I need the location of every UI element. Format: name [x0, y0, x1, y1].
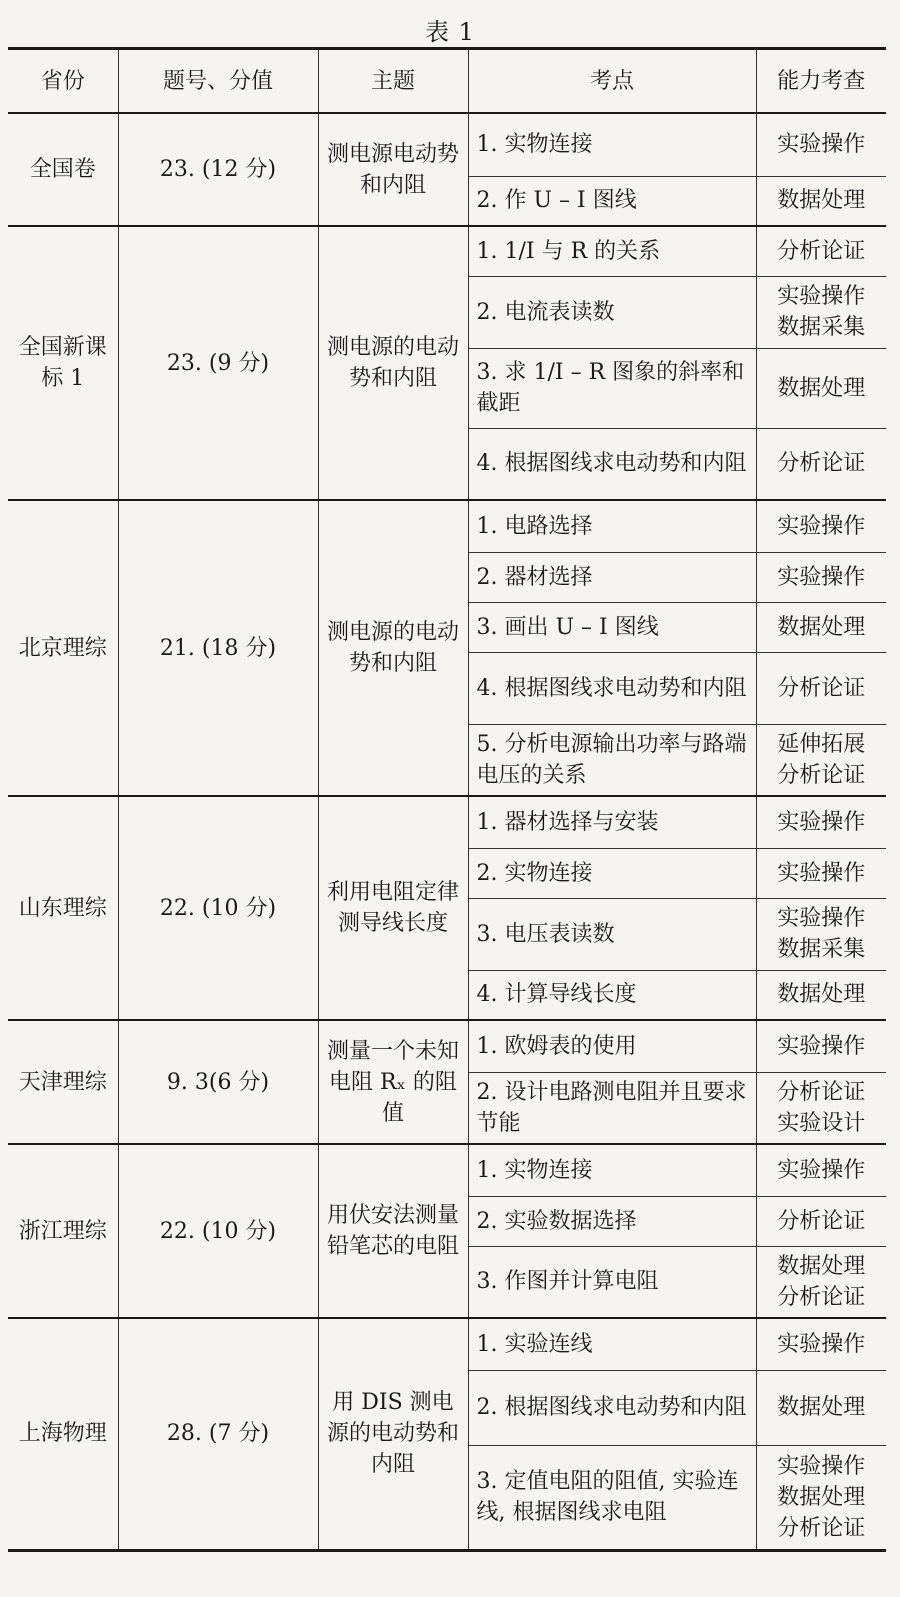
ability-cell: 延伸拓展 分析论证 [756, 724, 886, 796]
point-cell: 1. 器材选择与安装 [468, 796, 756, 848]
topic-cell: 测电源电动势和内阻 [318, 113, 468, 226]
point-cell: 1. 1/I 与 R 的关系 [468, 226, 756, 276]
point-cell: 3. 电压表读数 [468, 898, 756, 970]
topic-cell: 用 DIS 测电源的电动势和内阻 [318, 1318, 468, 1550]
ability-cell: 实验操作 [756, 500, 886, 552]
table-caption: 表 1 [425, 18, 475, 46]
point-cell: 3. 定值电阻的阻值, 实验连线, 根据图线求电阻 [468, 1445, 756, 1550]
ability-cell: 数据处理 分析论证 [756, 1246, 886, 1318]
point-cell: 5. 分析电源输出功率与路端电压的关系 [468, 724, 756, 796]
point-cell: 1. 欧姆表的使用 [468, 1020, 756, 1072]
topic-cell: 利用电阻定律测导线长度 [318, 796, 468, 1020]
question-cell: 22. (10 分) [118, 1144, 318, 1318]
point-cell: 2. 器材选择 [468, 552, 756, 602]
province-cell: 浙江理综 [8, 1144, 118, 1318]
header-topic: 主题 [318, 49, 468, 114]
question-cell: 22. (10 分) [118, 796, 318, 1020]
point-cell: 2. 实验数据选择 [468, 1196, 756, 1246]
point-cell: 4. 根据图线求电动势和内阻 [468, 652, 756, 724]
province-cell: 山东理综 [8, 796, 118, 1020]
ability-cell: 实验操作 [756, 113, 886, 176]
question-cell: 28. (7 分) [118, 1318, 318, 1550]
topic-cell: 测电源的电动势和内阻 [318, 500, 468, 796]
point-cell: 1. 电路选择 [468, 500, 756, 552]
ability-cell: 分析论证 [756, 1196, 886, 1246]
topic-cell: 测量一个未知电阻 Rₓ 的阻值 [318, 1020, 468, 1144]
point-cell: 1. 实物连接 [468, 1144, 756, 1196]
province-cell: 全国卷 [8, 113, 118, 226]
header-ability: 能力考查 [756, 49, 886, 114]
question-cell: 23. (12 分) [118, 113, 318, 226]
question-cell: 9. 3(6 分) [118, 1020, 318, 1144]
ability-cell: 实验操作 数据处理 分析论证 [756, 1445, 886, 1550]
point-cell: 1. 实验连线 [468, 1318, 756, 1370]
point-cell: 1. 实物连接 [468, 113, 756, 176]
topic-cell: 用伏安法测量铅笔芯的电阻 [318, 1144, 468, 1318]
point-cell: 3. 画出 U – I 图线 [468, 602, 756, 652]
point-cell: 3. 作图并计算电阻 [468, 1246, 756, 1318]
ability-cell: 实验操作 [756, 552, 886, 602]
point-cell: 3. 求 1/I – R 图象的斜率和截距 [468, 348, 756, 428]
ability-cell: 数据处理 [756, 348, 886, 428]
point-cell: 2. 电流表读数 [468, 276, 756, 348]
table-row [8, 1020, 886, 1072]
table-row [8, 796, 886, 848]
header-row [8, 49, 886, 114]
ability-cell: 数据处理 [756, 176, 886, 226]
point-cell: 2. 作 U – I 图线 [468, 176, 756, 226]
header-point: 考点 [468, 49, 756, 114]
ability-cell: 实验操作 [756, 1020, 886, 1072]
table-row [8, 1318, 886, 1370]
ability-cell: 分析论证 [756, 428, 886, 500]
ability-cell: 数据处理 [756, 602, 886, 652]
province-cell: 上海物理 [8, 1318, 118, 1550]
header-question: 题号、分值 [118, 49, 318, 114]
province-cell: 北京理综 [8, 500, 118, 796]
province-cell: 天津理综 [8, 1020, 118, 1144]
ability-cell: 实验操作 数据采集 [756, 898, 886, 970]
question-cell: 23. (9 分) [118, 226, 318, 500]
table-row [8, 226, 886, 276]
province-cell: 全国新课标 1 [8, 226, 118, 500]
point-cell: 2. 实物连接 [468, 848, 756, 898]
point-cell: 2. 设计电路测电阻并且要求节能 [468, 1072, 756, 1144]
table-row [8, 500, 886, 552]
ability-cell: 数据处理 [756, 1370, 886, 1445]
ability-cell: 实验操作 [756, 848, 886, 898]
question-cell: 21. (18 分) [118, 500, 318, 796]
ability-cell: 分析论证 [756, 652, 886, 724]
point-cell: 4. 计算导线长度 [468, 970, 756, 1020]
table-row [8, 113, 886, 176]
point-cell: 4. 根据图线求电动势和内阻 [468, 428, 756, 500]
ability-cell: 数据处理 [756, 970, 886, 1020]
ability-cell: 实验操作 [756, 1318, 886, 1370]
ability-cell: 实验操作 [756, 1144, 886, 1196]
exam-analysis-table [8, 47, 886, 1552]
topic-cell: 测电源的电动势和内阻 [318, 226, 468, 500]
ability-cell: 实验操作 [756, 796, 886, 848]
ability-cell: 分析论证 实验设计 [756, 1072, 886, 1144]
table-row [8, 1144, 886, 1196]
header-province: 省份 [8, 49, 118, 114]
point-cell: 2. 根据图线求电动势和内阻 [468, 1370, 756, 1445]
ability-cell: 分析论证 [756, 226, 886, 276]
ability-cell: 实验操作 数据采集 [756, 276, 886, 348]
